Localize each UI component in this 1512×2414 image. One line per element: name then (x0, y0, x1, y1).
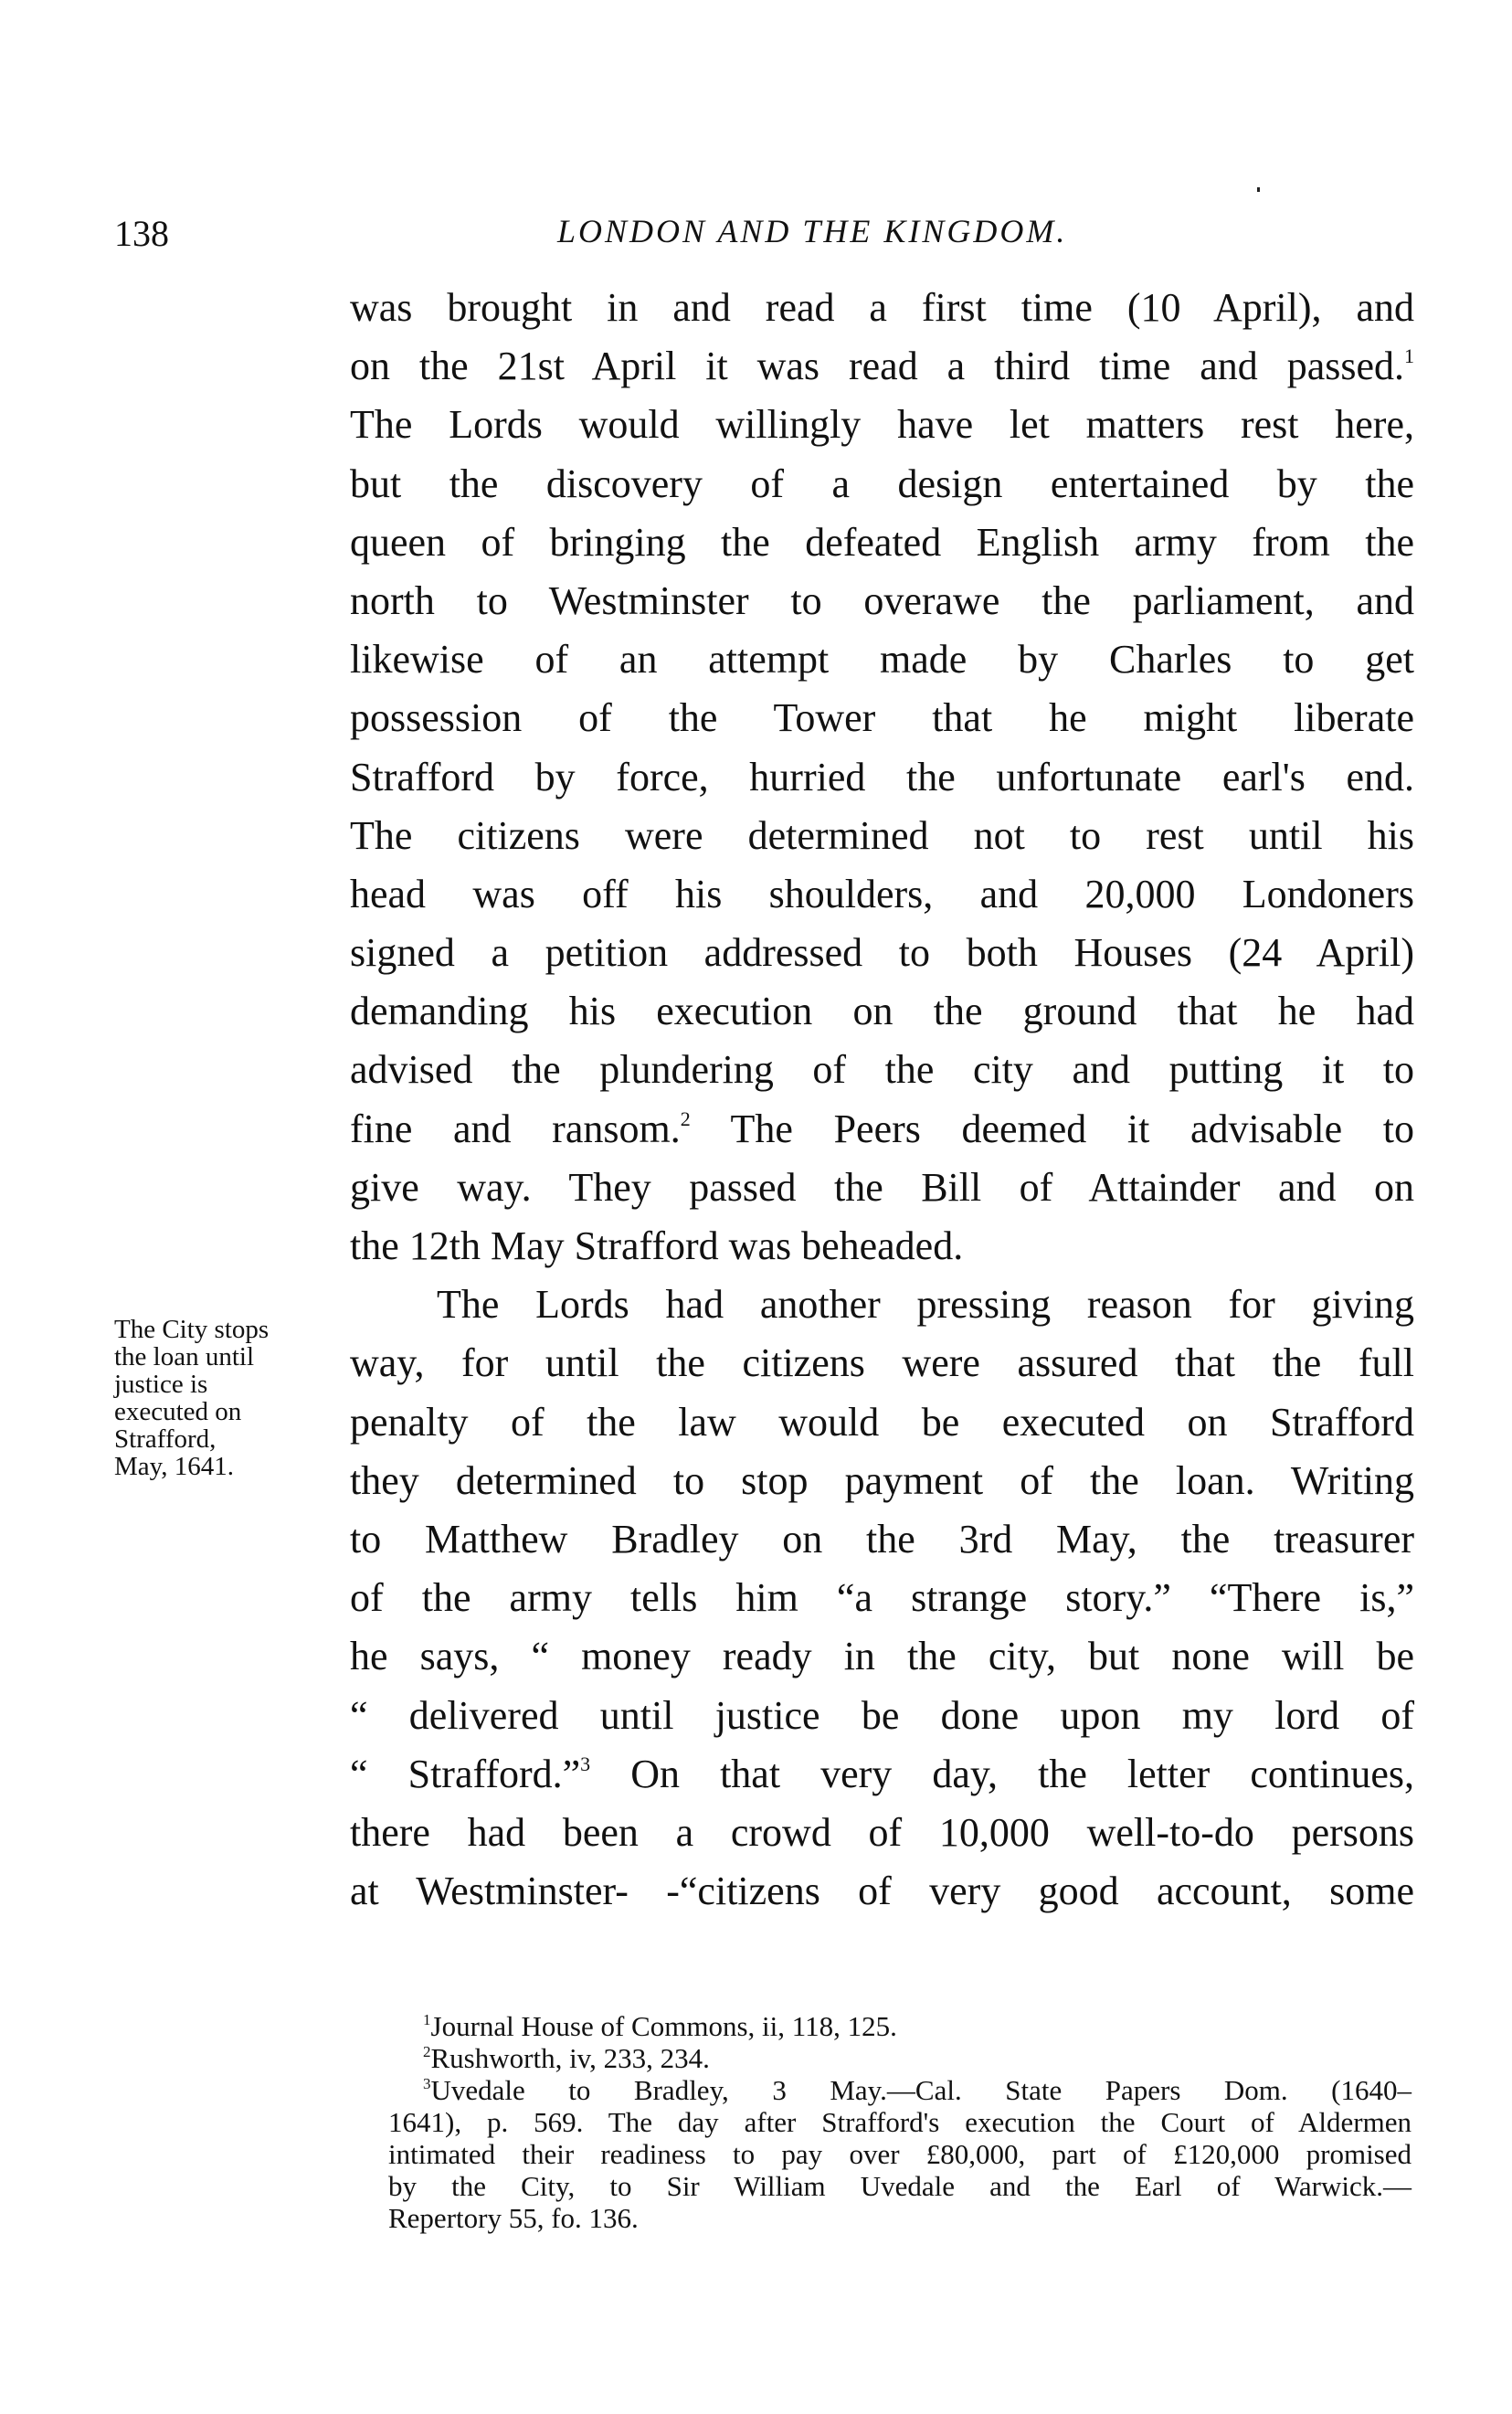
page-number: 138 (114, 213, 169, 254)
text-line: The Lords would willingly have let matters rest here, (350, 402, 1414, 448)
footnote-line: intimated their readiness to pay over £80,000, part of £120,000 promised (388, 2138, 1412, 2170)
footnote-line: $^3$Uvedale to Bradley, 3 May.—Cal. State Papers Dom. (1640– (423, 2074, 1412, 2106)
footnotes (388, 2010, 1412, 2234)
footnote-ref-3[interactable]: 3 (580, 1752, 591, 1775)
text-line: give way. They passed the Bill of Attainder and on (350, 1164, 1414, 1210)
footnote-line: 1641), p. 569. The day after Strafford's execution the Court of Aldermen (388, 2106, 1412, 2138)
main-text (350, 279, 1414, 1921)
text-line: queen of bringing the defeated English army from the (350, 519, 1414, 565)
text-line: they determined to stop payment of the loan. Writing (350, 1457, 1414, 1503)
margin-note-line: May, 1641. (114, 1452, 235, 1481)
footnote-2: $^2$Rushworth, iv, 233, 234. (423, 2042, 710, 2074)
footnote-ref-2[interactable]: 2 (680, 1106, 691, 1130)
margin-note-line: Strafford, (114, 1424, 217, 1454)
margin-note (114, 1316, 361, 1480)
text-line: at Westminster- -“citizens of very good account, some (350, 1869, 1414, 1914)
footnote-ref-1[interactable]: 1 (1404, 344, 1414, 368)
text-line: the 12th May Strafford was beheaded. (350, 1223, 964, 1268)
text-line: north to Westminster to overawe the parliament, and (350, 577, 1414, 623)
text-line: on the 21st April it was read a third time and passed.$^1$ (350, 344, 1414, 389)
stray-mark (1257, 187, 1260, 192)
text-line: way, for until the citizens were assured that the full (350, 1340, 1414, 1386)
text-line: he says, “ money ready in the city, but none will be (350, 1634, 1414, 1679)
margin-note-line: the loan until (114, 1342, 255, 1371)
text-line: there had been a crowd of 10,000 well-to-do persons (350, 1809, 1414, 1855)
footnote-marker: 2 (423, 2043, 431, 2060)
text-line: fine and ransom.$^2$ The Peers deemed it advisable to (350, 1106, 1415, 1151)
footnote-line: Repertory 55, fo. 136. (388, 2202, 639, 2234)
footnote-3 (388, 2074, 1412, 2234)
text-line: Strafford by force, hurried the unfortunate earl's end. (350, 754, 1414, 799)
footnote-marker: 3 (423, 2075, 431, 2092)
text-line: of the army tells him “a strange story.” “There is,” (350, 1575, 1414, 1621)
text-line: signed a petition addressed to both Houses (24 April) (350, 930, 1414, 976)
text-line: “ delivered until justice be done upon my lord of (350, 1692, 1414, 1738)
text-line: penalty of the law would be executed on Strafford (350, 1399, 1414, 1445)
footnote-1: $^1$Journal House of Commons, ii, 118, 125. (423, 2010, 897, 2042)
text-line: advised the plundering of the city and putting it to (350, 1047, 1414, 1093)
running-head: LONDON AND THE KINGDOM. (557, 213, 1068, 249)
text-line: likewise of an attempt made by Charles to get (350, 637, 1414, 683)
text-line: “ Strafford.”$^3$ On that very day, the letter continues, (350, 1751, 1414, 1796)
text-line: The Lords had another pressing reason for giving (437, 1282, 1414, 1328)
footnote-marker: 1 (423, 2011, 431, 2028)
footnote-line: by the City, to Sir William Uvedale and the Earl of Warwick.— (388, 2170, 1412, 2202)
text-line: demanding his execution on the ground that he had (350, 989, 1414, 1034)
margin-note-line: justice is (114, 1370, 208, 1399)
text-line: possession of the Tower that he might liberate (350, 695, 1414, 741)
margin-note-line: executed on (114, 1397, 242, 1426)
text-line: head was off his shoulders, and 20,000 Londoners (350, 871, 1414, 916)
text-line: to Matthew Bradley on the 3rd May, the treasurer (350, 1516, 1414, 1562)
text-line: but the discovery of a design entertained by the (350, 461, 1414, 506)
text-line: The citizens were determined not to rest until his (350, 812, 1414, 858)
margin-note-line: The City stops (114, 1315, 270, 1344)
text-line: was brought in and read a first time (10 April), and (350, 285, 1414, 330)
